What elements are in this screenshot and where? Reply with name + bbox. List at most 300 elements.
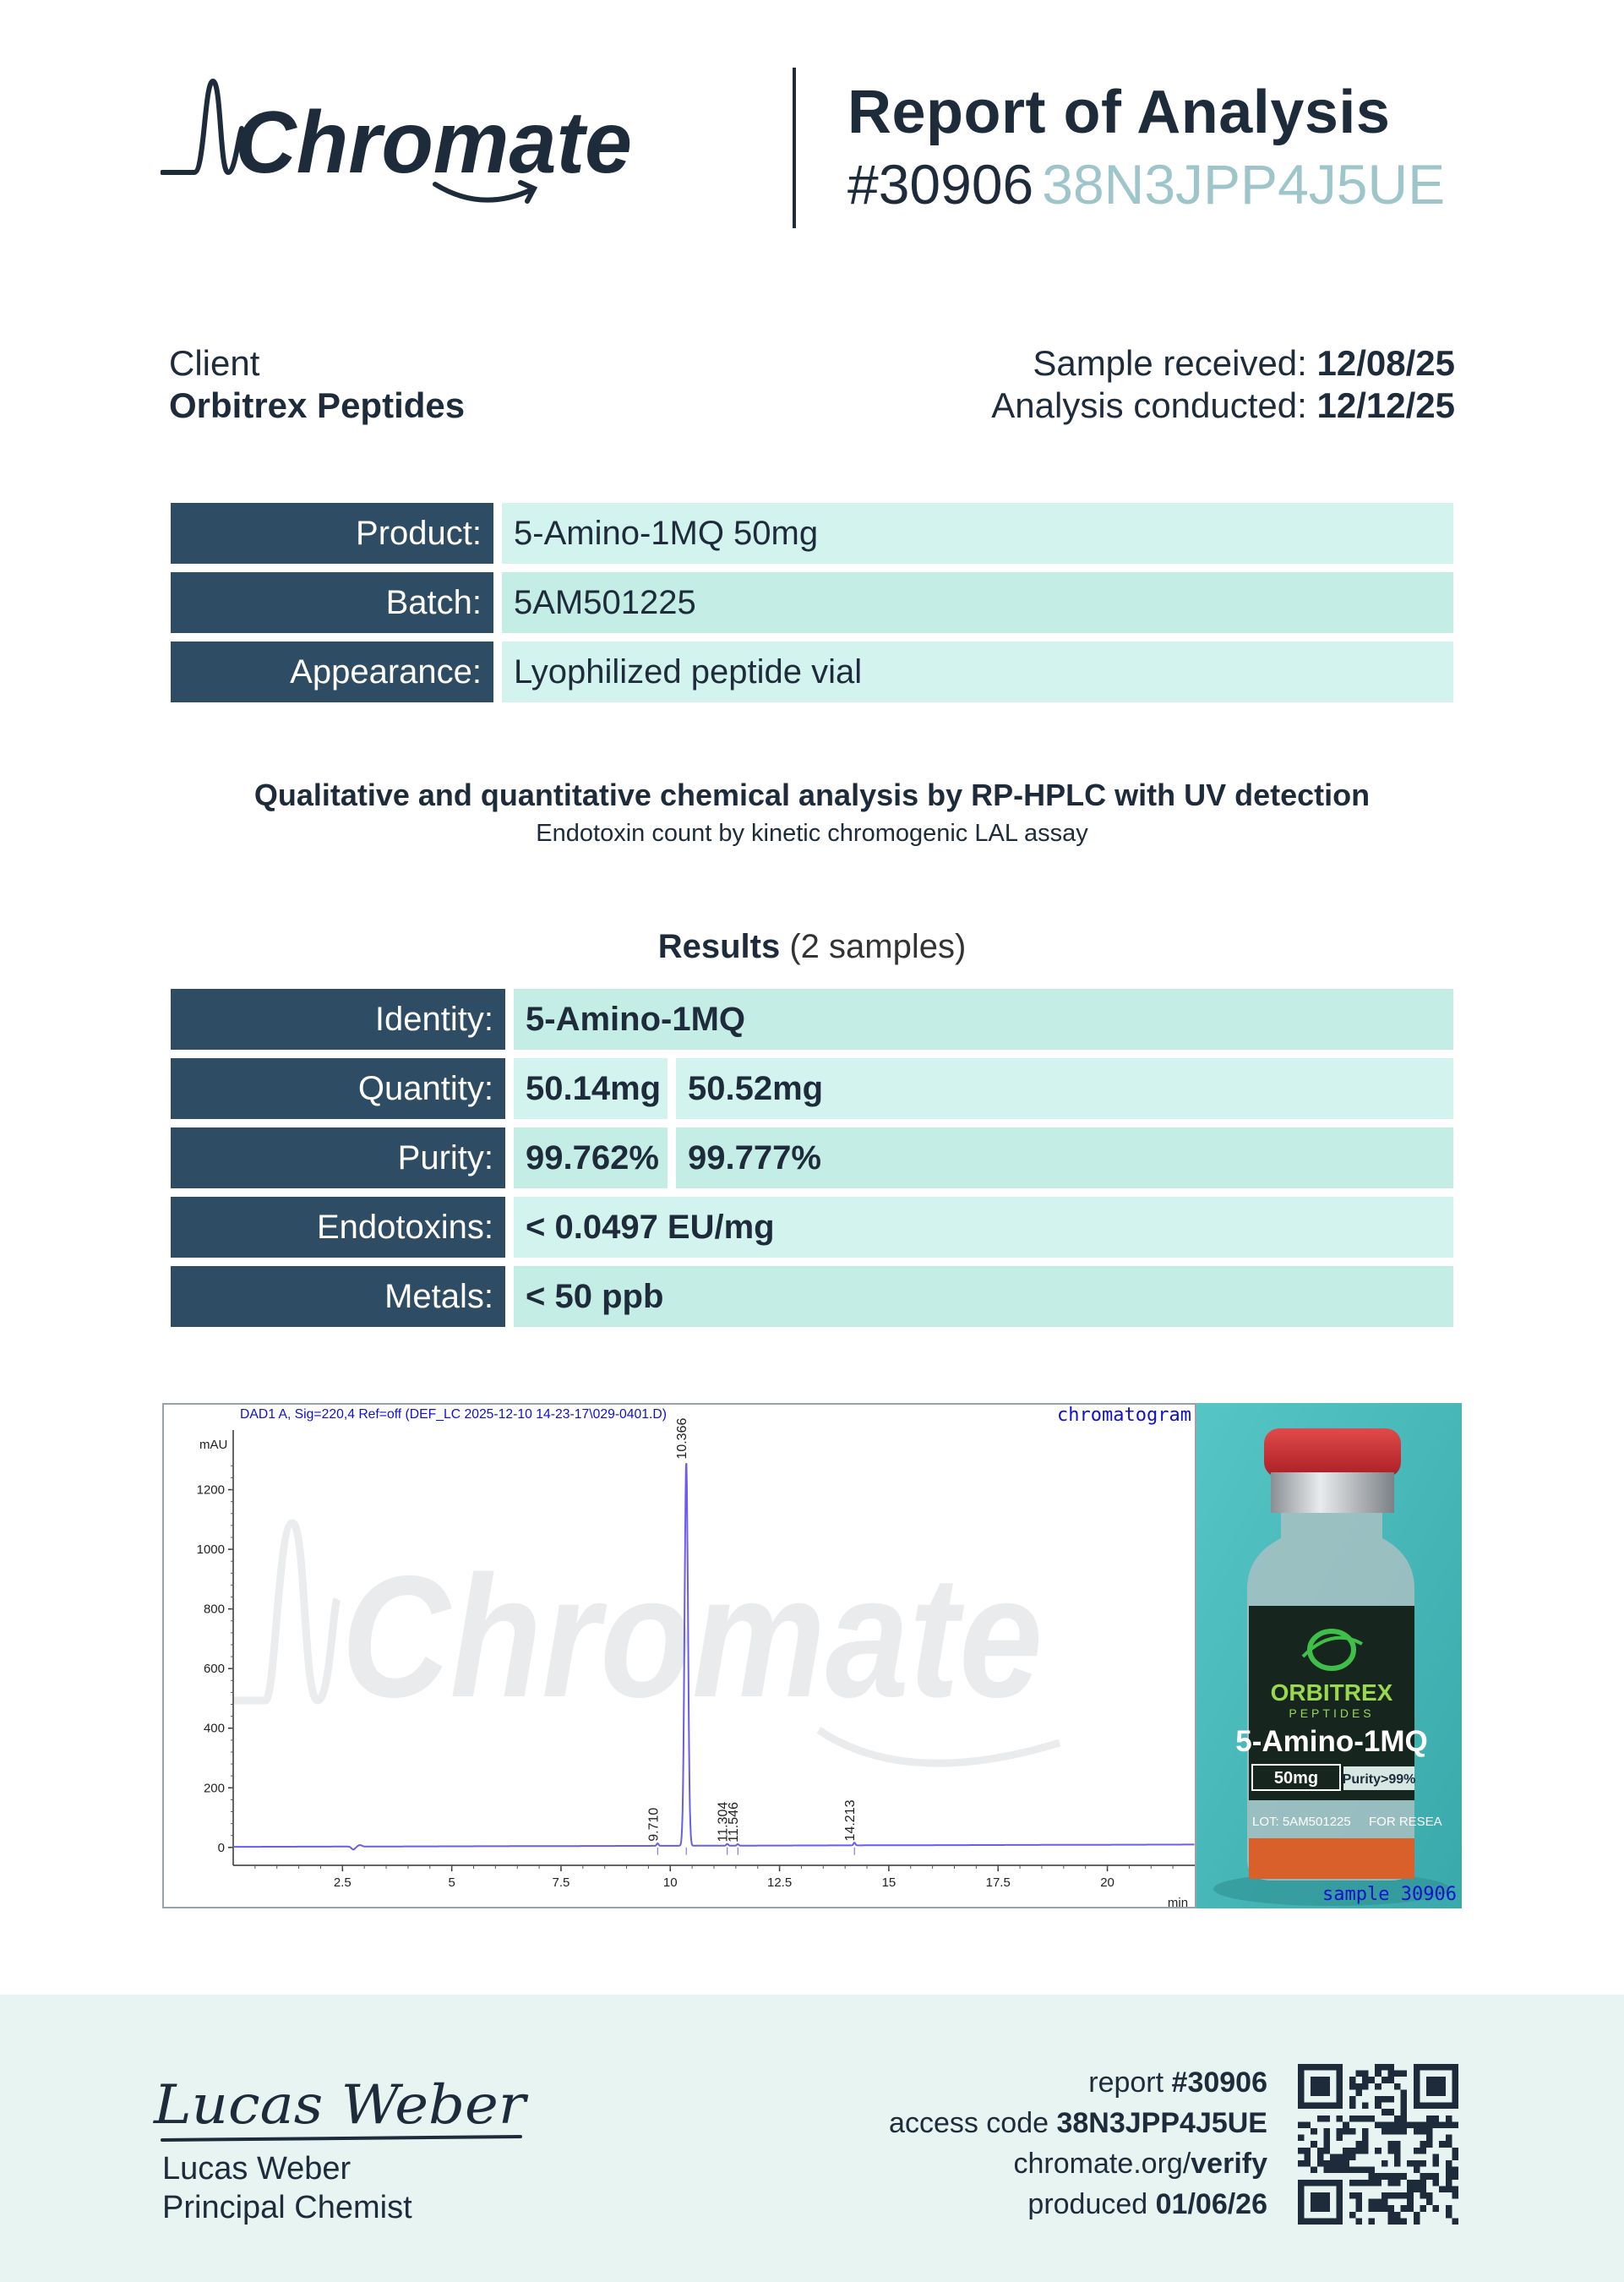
chromatogram-plot	[164, 1405, 1195, 1907]
footer-produced-value: 01/06/26	[1155, 2188, 1267, 2220]
qr-module	[1433, 2173, 1440, 2180]
appearance-value: Lyophilized peptide vial	[502, 641, 1453, 702]
qr-module	[1387, 2064, 1394, 2071]
qr-module	[1426, 2115, 1433, 2122]
x-tick-label: 5	[448, 1875, 455, 1890]
qr-module	[1375, 2103, 1381, 2110]
qr-module	[1446, 2135, 1452, 2142]
qr-module	[1305, 2160, 1311, 2167]
qr-module	[1362, 2148, 1369, 2154]
qr-module	[1317, 2160, 1324, 2167]
report-number-line	[847, 152, 1445, 216]
qr-module	[1426, 2128, 1433, 2135]
endotoxins-value: < 0.0497 EU/mg	[514, 1197, 1453, 1258]
qr-module	[1414, 2128, 1420, 2135]
qr-module	[1362, 2180, 1369, 2186]
purity-row	[171, 1127, 1453, 1188]
qr-module	[1323, 2148, 1330, 2154]
qr-finder	[1311, 2192, 1330, 2212]
footer-report-value: #30906	[1171, 2066, 1267, 2099]
qr-module	[1401, 2192, 1408, 2199]
qr-module	[1433, 2205, 1440, 2212]
batch-value: 5AM501225	[502, 572, 1453, 633]
purity-label: Purity:	[171, 1127, 505, 1188]
peak-label: 10.366	[675, 1417, 690, 1460]
qr-module	[1362, 2141, 1369, 2148]
qr-module	[1414, 2121, 1420, 2128]
method-description: Qualitative and quantitative chemical analysis by RP-HPLC with UV detection	[253, 778, 1371, 812]
qr-module	[1407, 2205, 1414, 2212]
qr-module	[1375, 2199, 1381, 2206]
y-tick-label: 200	[203, 1781, 225, 1796]
qr-module	[1355, 2180, 1362, 2186]
endotoxins-label: Endotoxins:	[171, 1197, 505, 1258]
qr-module	[1381, 2077, 1388, 2083]
vial-illustration	[1196, 1403, 1462, 1908]
qr-module	[1394, 2083, 1401, 2090]
qr-module	[1375, 2071, 1381, 2077]
qr-module	[1433, 2160, 1440, 2167]
report-number: #30906	[847, 153, 1034, 216]
qr-module	[1387, 2141, 1394, 2148]
qr-module	[1446, 2160, 1452, 2167]
product-value: 5-Amino-1MQ 50mg	[502, 503, 1453, 564]
chromatogram-header: DAD1 A, Sig=220,4 Ref=off (DEF_LC 2025-12-10 14-23-17\029-0401.D)	[240, 1407, 667, 1422]
identity-row	[171, 989, 1453, 1050]
chromatogram	[162, 1403, 1196, 1908]
qr-module	[1420, 2186, 1426, 2192]
qr-module	[1298, 2148, 1305, 2154]
qr-module	[1401, 2128, 1408, 2135]
footer-access-value: 38N3JPP4J5UE	[1056, 2107, 1267, 2139]
peak-label: 11.546	[727, 1802, 742, 1843]
qr-module	[1362, 2077, 1369, 2083]
qr-module	[1355, 2205, 1362, 2212]
qr-module	[1394, 2154, 1401, 2160]
results-count: (2 samples)	[789, 928, 967, 965]
analysis-conducted-value: 12/12/25	[1316, 385, 1455, 425]
client-label: Client	[169, 343, 260, 383]
quantity-row	[171, 1058, 1453, 1119]
qr-module	[1446, 2180, 1452, 2186]
chromatogram-tag: chromatogram	[1057, 1405, 1191, 1426]
qr-finder	[1426, 2077, 1446, 2096]
qr-module	[1387, 2180, 1394, 2186]
qr-module	[1323, 2167, 1330, 2174]
qr-module	[1343, 2121, 1349, 2128]
qr-module	[1330, 2167, 1337, 2174]
qr-module	[1394, 2173, 1401, 2180]
qr-module	[1311, 2167, 1317, 2174]
qr-module	[1420, 2128, 1426, 2135]
qr-module	[1426, 2192, 1433, 2199]
x-tick-label: 2.5	[333, 1875, 352, 1890]
qr-module	[1401, 2096, 1408, 2103]
qr-module	[1414, 2160, 1420, 2167]
report-title: Report of Analysis	[847, 79, 1391, 146]
qr-module	[1394, 2212, 1401, 2219]
quantity-label: Quantity:	[171, 1058, 505, 1119]
qr-module	[1337, 2167, 1343, 2174]
qr-module	[1355, 2083, 1362, 2090]
footer-access-label: access code	[889, 2107, 1049, 2139]
qr-module	[1375, 2121, 1381, 2128]
header-divider	[793, 68, 796, 228]
signature	[149, 2062, 537, 2147]
qr-module	[1452, 2167, 1458, 2174]
y-tick-label: 0	[217, 1840, 225, 1855]
y-unit-label: mAU	[199, 1438, 228, 1452]
qr-module	[1394, 2148, 1401, 2154]
footer-report-label: report	[1088, 2066, 1164, 2099]
metals-value: < 50 ppb	[514, 1266, 1453, 1327]
qr-module	[1401, 2115, 1408, 2122]
access-code: 38N3JPP4J5UE	[1042, 153, 1446, 216]
qr-module	[1394, 2218, 1401, 2225]
qr-module	[1355, 2148, 1362, 2154]
qr-module	[1355, 2167, 1362, 2174]
qr-module	[1452, 2154, 1458, 2160]
qr-module	[1446, 2121, 1452, 2128]
qr-module	[1337, 2160, 1343, 2167]
qr-module	[1394, 2160, 1401, 2167]
y-tick-label: 1000	[196, 1542, 225, 1558]
qr-module	[1387, 2173, 1394, 2180]
qr-module	[1433, 2121, 1440, 2128]
qr-module	[1381, 2199, 1388, 2206]
purity-value-1: 99.762%	[514, 1127, 668, 1188]
qr-module	[1407, 2121, 1414, 2128]
logo-text: Chromate	[235, 94, 632, 192]
qr-module	[1420, 2205, 1426, 2212]
peak-label: 11.304	[716, 1801, 731, 1843]
qr-module	[1355, 2141, 1362, 2148]
qr-module	[1387, 2121, 1394, 2128]
dates-block	[991, 342, 1455, 427]
qr-module	[1343, 2167, 1349, 2174]
qr-module	[1323, 2128, 1330, 2135]
qr-module	[1414, 2218, 1420, 2225]
qr-module	[1414, 2180, 1420, 2186]
qr-module	[1452, 2218, 1458, 2225]
qr-module	[1349, 2096, 1356, 2103]
qr-module	[1381, 2109, 1388, 2115]
qr-module	[1407, 2186, 1414, 2192]
qr-module	[1446, 2212, 1452, 2219]
qr-module	[1401, 2109, 1408, 2115]
sample-received-value: 12/08/25	[1316, 343, 1455, 383]
qr-module	[1305, 2154, 1311, 2160]
qr-module	[1355, 2089, 1362, 2096]
signer-title: Principal Chemist	[162, 2190, 412, 2225]
qr-module	[1362, 2167, 1369, 2174]
results-table	[171, 989, 1453, 1335]
sample-photo-tag: sample 30906	[1322, 1884, 1457, 1905]
qr-module	[1355, 2199, 1362, 2206]
x-tick-label: 12.5	[766, 1875, 793, 1890]
watermark	[233, 1523, 1060, 1763]
qr-module	[1349, 2192, 1356, 2199]
qr-module	[1414, 2186, 1420, 2192]
qr-module	[1323, 2160, 1330, 2167]
qr-module	[1387, 2218, 1394, 2225]
qr-module	[1387, 2192, 1394, 2199]
qr-module	[1446, 2115, 1452, 2122]
qr-module	[1401, 2205, 1408, 2212]
appearance-row	[171, 641, 1453, 702]
endotoxins-row	[171, 1197, 1453, 1258]
qr-module	[1381, 2121, 1388, 2128]
signature-script: Lucas Weber	[152, 2074, 529, 2137]
qr-module	[1311, 2128, 1317, 2135]
x-tick-label: 10	[662, 1875, 678, 1890]
qr-module	[1387, 2071, 1394, 2077]
qr-module	[1355, 2071, 1362, 2077]
product-label: Product:	[171, 503, 493, 564]
x-tick-label: 15	[881, 1875, 896, 1890]
x-tick-label: 17.5	[985, 1875, 1011, 1890]
sample-received	[991, 342, 1455, 385]
qr-module	[1420, 2180, 1426, 2186]
qr-module	[1317, 2154, 1324, 2160]
qr-module	[1446, 2186, 1452, 2192]
verify-prefix: chromate.org/	[1013, 2148, 1191, 2180]
qr-module	[1381, 2064, 1388, 2071]
qr-module	[1439, 2121, 1446, 2128]
qr-module	[1420, 2121, 1426, 2128]
qr-module	[1343, 2154, 1349, 2160]
qr-module	[1362, 2135, 1369, 2142]
qr-module	[1387, 2096, 1394, 2103]
analysis-conducted	[991, 385, 1455, 427]
qr-module	[1381, 2192, 1388, 2199]
footer-access	[889, 2103, 1267, 2143]
qr-module	[1401, 2089, 1408, 2096]
x-tick-label: 20	[1100, 1875, 1114, 1890]
qr-module	[1369, 2218, 1376, 2225]
qr-module	[1375, 2205, 1381, 2212]
qr-module	[1407, 2192, 1414, 2199]
qr-module	[1375, 2064, 1381, 2071]
qr-module	[1394, 2128, 1401, 2135]
qr-module	[1433, 2115, 1440, 2122]
batch-label: Batch:	[171, 572, 493, 633]
signer-name: Lucas Weber	[162, 2151, 352, 2186]
qr-module	[1420, 2148, 1426, 2154]
qr-module	[1381, 2173, 1388, 2180]
qr-code[interactable]	[1298, 2064, 1458, 2225]
qr-module	[1330, 2154, 1337, 2160]
qr-module	[1394, 2115, 1401, 2122]
qr-module	[1401, 2173, 1408, 2180]
qr-module	[1349, 2077, 1356, 2083]
qr-module	[1349, 2128, 1356, 2135]
qr-module	[1420, 2173, 1426, 2180]
qr-module	[1343, 2128, 1349, 2135]
qr-module	[1433, 2154, 1440, 2160]
qr-module	[1369, 2199, 1376, 2206]
qr-module	[1349, 2180, 1356, 2186]
qr-module	[1298, 2135, 1305, 2142]
qr-module	[1349, 2083, 1356, 2090]
qr-module	[1375, 2148, 1381, 2154]
qr-module	[1362, 2128, 1369, 2135]
verify-link[interactable]	[889, 2143, 1267, 2184]
vial-lot: LOT: 5AM501225	[1252, 1815, 1351, 1829]
qr-module	[1305, 2148, 1311, 2154]
qr-module	[1305, 2121, 1311, 2128]
results-heading: Results	[657, 928, 781, 965]
qr-module	[1387, 2077, 1394, 2083]
qr-module	[1439, 2186, 1446, 2192]
batch-row	[171, 572, 1453, 633]
qr-module	[1362, 2071, 1369, 2077]
qr-module	[1420, 2192, 1426, 2199]
metals-row	[171, 1266, 1453, 1327]
analysis-conducted-label: Analysis conducted:	[991, 385, 1307, 425]
qr-module	[1343, 2148, 1349, 2154]
y-tick-label: 800	[203, 1602, 225, 1617]
qr-module	[1337, 2128, 1343, 2135]
qr-module	[1349, 2154, 1356, 2160]
qr-module	[1375, 2096, 1381, 2103]
qr-module	[1387, 2128, 1394, 2135]
identity-value: 5-Amino-1MQ	[514, 989, 1453, 1050]
qr-module	[1375, 2083, 1381, 2090]
qr-module	[1375, 2180, 1381, 2186]
vial-product: 5-Amino-1MQ	[1235, 1725, 1428, 1758]
qr-module	[1349, 2212, 1356, 2219]
qr-module	[1381, 2160, 1388, 2167]
qr-module	[1355, 2192, 1362, 2199]
qr-module	[1369, 2180, 1376, 2186]
peak-label: 14.213	[843, 1799, 858, 1842]
qr-module	[1330, 2160, 1337, 2167]
qr-module	[1439, 2141, 1446, 2148]
qr-module	[1452, 2192, 1458, 2199]
qr-module	[1362, 2083, 1369, 2090]
qr-module	[1381, 2096, 1388, 2103]
qr-module	[1407, 2160, 1414, 2167]
identity-label: Identity:	[171, 989, 505, 1050]
results-title	[0, 928, 1624, 966]
qr-module	[1394, 2141, 1401, 2148]
qr-module	[1401, 2218, 1408, 2225]
qr-module	[1369, 2167, 1376, 2174]
qr-module	[1337, 2135, 1343, 2142]
qr-module	[1426, 2121, 1433, 2128]
x-tick-label: 7.5	[552, 1875, 570, 1890]
vial-dose: 50mg	[1273, 1769, 1319, 1788]
qr-module	[1401, 2121, 1408, 2128]
qr-module	[1394, 2180, 1401, 2186]
qr-module	[1381, 2205, 1388, 2212]
watermark-text: Chromate	[341, 1540, 1043, 1733]
qr-module	[1446, 2167, 1452, 2174]
qr-module	[1452, 2186, 1458, 2192]
qr-module	[1355, 2218, 1362, 2225]
qr-module	[1401, 2103, 1408, 2110]
qr-module	[1323, 2135, 1330, 2142]
qr-module	[1394, 2192, 1401, 2199]
y-tick-label: 600	[203, 1662, 225, 1677]
qr-module	[1298, 2160, 1305, 2167]
quantity-value-2: 50.52mg	[676, 1058, 1453, 1119]
qr-module	[1369, 2205, 1376, 2212]
qr-module	[1311, 2141, 1317, 2148]
qr-module	[1407, 2180, 1414, 2186]
qr-module	[1446, 2173, 1452, 2180]
chromate-logo	[161, 78, 634, 221]
sample-photo	[1196, 1403, 1462, 1908]
qr-module	[1452, 2148, 1458, 2154]
footer-produced-label: produced	[1027, 2188, 1148, 2220]
qr-module	[1426, 2135, 1433, 2142]
qr-module	[1337, 2115, 1343, 2122]
qr-module	[1317, 2115, 1324, 2122]
qr-module	[1414, 2167, 1420, 2174]
peak-label: 9.710	[646, 1807, 662, 1842]
qr-module	[1420, 2141, 1426, 2148]
qr-module	[1446, 2205, 1452, 2212]
qr-module	[1426, 2173, 1433, 2180]
client-name: Orbitrex Peptides	[169, 385, 466, 425]
qr-module	[1349, 2148, 1356, 2154]
quantity-value-1: 50.14mg	[514, 1058, 668, 1119]
qr-module	[1433, 2180, 1440, 2186]
y-tick-label: 1200	[196, 1482, 225, 1498]
qr-module	[1426, 2199, 1433, 2206]
qr-module	[1355, 2115, 1362, 2122]
metals-label: Metals:	[171, 1266, 505, 1327]
qr-module	[1394, 2121, 1401, 2128]
qr-module	[1387, 2212, 1394, 2219]
qr-module	[1420, 2160, 1426, 2167]
qr-module	[1337, 2154, 1343, 2160]
qr-module	[1452, 2173, 1458, 2180]
method-subdescription: Endotoxin count by kinetic chromogenic LAL assay	[536, 820, 1088, 847]
qr-module	[1375, 2173, 1381, 2180]
qr-module	[1387, 2148, 1394, 2154]
product-row	[171, 503, 1453, 564]
purity-value-2: 99.777%	[676, 1127, 1453, 1188]
qr-module	[1369, 2115, 1376, 2122]
qr-module	[1317, 2148, 1324, 2154]
qr-module	[1414, 2212, 1420, 2219]
qr-module	[1387, 2205, 1394, 2212]
vial-purity: Purity>99%	[1342, 1772, 1416, 1787]
qr-module	[1323, 2115, 1330, 2122]
qr-module	[1298, 2121, 1305, 2128]
qr-module	[1349, 2167, 1356, 2174]
footer-info	[889, 2062, 1267, 2225]
qr-module	[1426, 2141, 1433, 2148]
qr-module	[1323, 2141, 1330, 2148]
qr-module	[1362, 2103, 1369, 2110]
client-block	[169, 342, 465, 427]
x-unit-label: min	[1167, 1896, 1189, 1907]
vial-note: FOR RESEA	[1369, 1815, 1442, 1829]
verify-path: verify	[1191, 2148, 1267, 2180]
sample-received-label: Sample received:	[1033, 343, 1307, 383]
vial-brand-sub: PEPTIDES	[1289, 1706, 1375, 1720]
vial-brand: ORBITREX	[1270, 1679, 1393, 1706]
qr-module	[1446, 2141, 1452, 2148]
qr-module	[1349, 2103, 1356, 2110]
y-tick-label: 400	[203, 1721, 225, 1736]
qr-module	[1349, 2115, 1356, 2122]
qr-module	[1369, 2173, 1376, 2180]
